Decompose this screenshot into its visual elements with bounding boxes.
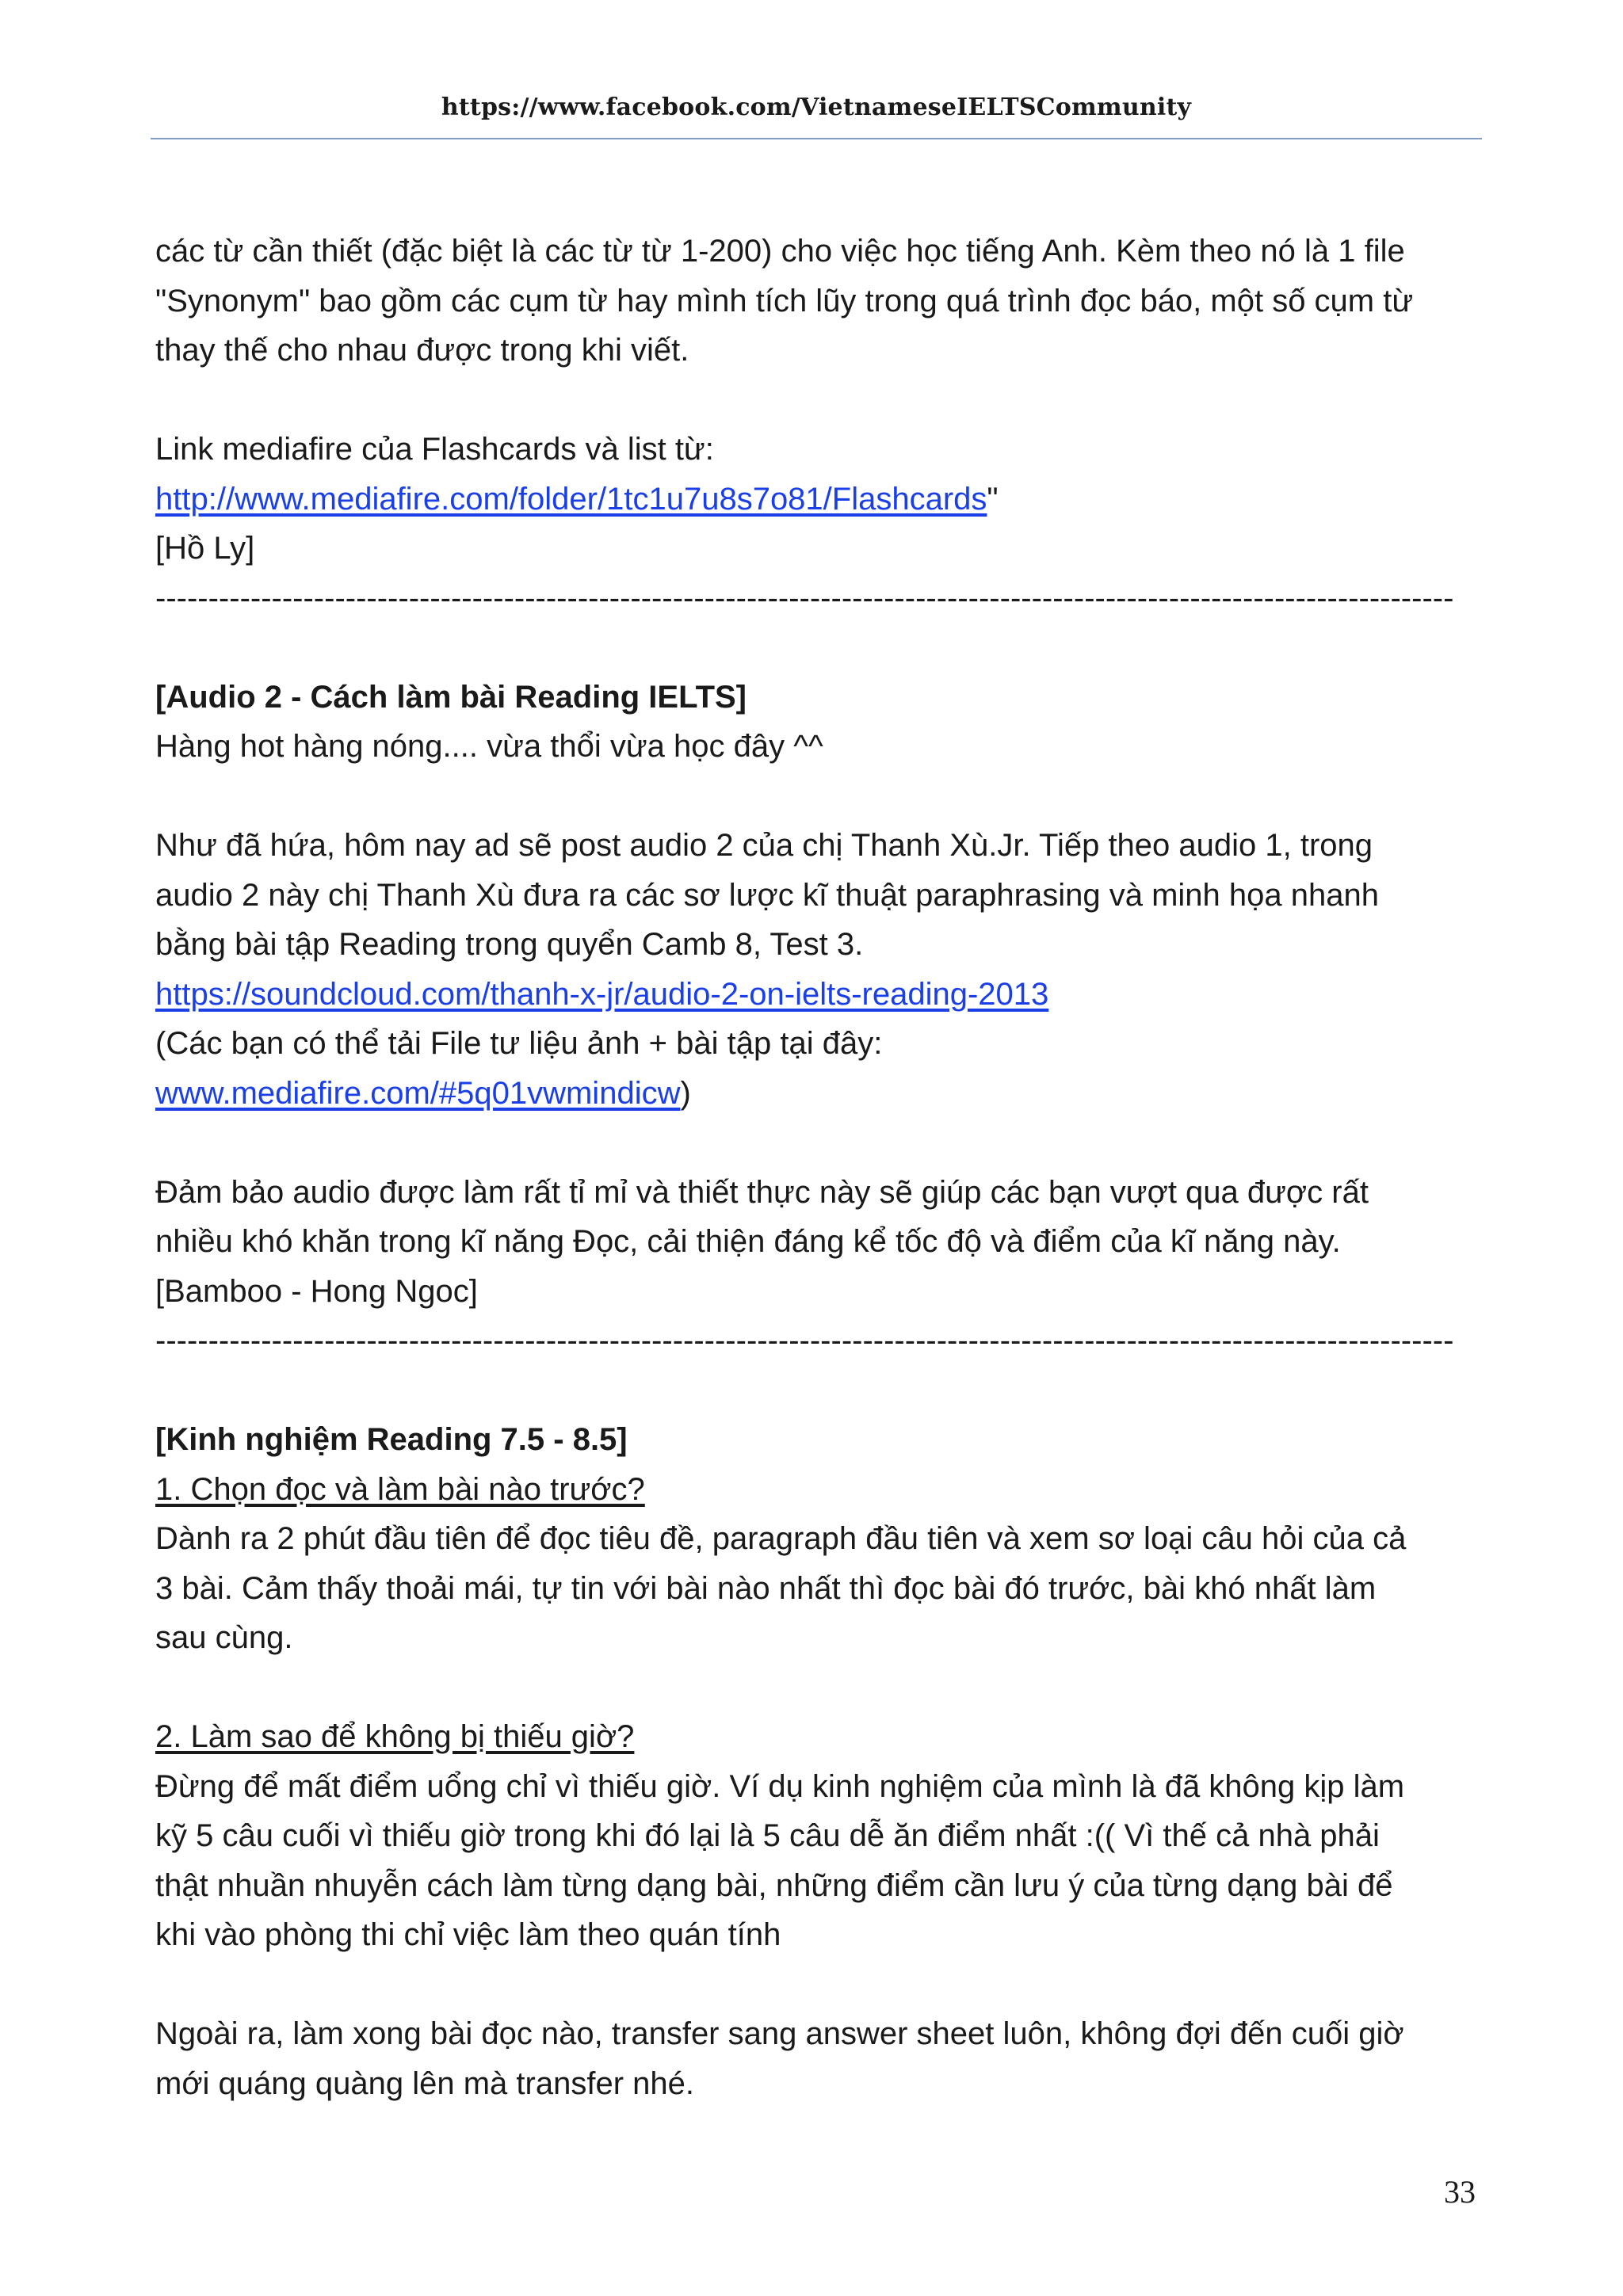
audio2-tagline: Hàng hot hàng nóng.... vừa thổi vừa học đây ^^: [155, 729, 823, 764]
intro-signature: [Hồ Ly]: [155, 531, 255, 566]
flashcards-link-label: Link mediafire của Flashcards và list từ:: [155, 432, 714, 467]
section-separator-1: ---------------------------------------------------------------------------------------------------------------------------: [155, 580, 1454, 616]
audio2-download-note: (Các bạn có thể tải File tư liệu ảnh + bài tập tại đây:: [155, 1026, 883, 1061]
reading-q2-line-1: Đừng để mất điểm uổng chỉ vì thiếu giờ. Ví dụ kinh nghiệm của mình là đã không kịp làm: [155, 1768, 1405, 1804]
header-divider: [151, 138, 1482, 139]
spacer: [155, 1663, 1487, 1713]
intro-line-3: thay thế cho nhau được trong khi viết.: [155, 333, 689, 368]
reading-q1-line-2: 3 bài. Cảm thấy thoải mái, tự tin với bài nào nhất thì đọc bài đó trước, bài khó nhất làm: [155, 1570, 1377, 1606]
spacer: [155, 772, 1487, 822]
audio2-para1-line-3: bằng bài tập Reading trong quyển Camb 8, Test 3.: [155, 927, 864, 962]
reading-title: [Kinh nghiệm Reading 7.5 - 8.5]: [155, 1422, 628, 1457]
section-separator-2: ---------------------------------------------------------------------------------------------------------------------------: [155, 1323, 1454, 1358]
reading-q2-line-3: thật nhuần nhuyễn cách làm từng dạng bài, những điểm cần lưu ý của từng dạng bài để: [155, 1867, 1393, 1903]
reading-q1-heading: 1. Chọn đọc và làm bài nào trước?: [155, 1471, 645, 1507]
spacer: [155, 376, 1487, 425]
audio2-para1-line-2: audio 2 này chị Thanh Xù đưa ra các sơ lược kĩ thuật paraphrasing và minh họa nhanh: [155, 877, 1379, 913]
flashcards-link-line: [155, 475, 1487, 524]
reading-q2-line-2: kỹ 5 câu cuối vì thiếu giờ trong khi đó lại là 5 câu dễ ăn điểm nhất :(( Vì thế cả nhà phải: [155, 1818, 1380, 1853]
spacer: [155, 1960, 1487, 2010]
flashcards-link-suffix: ": [987, 481, 999, 517]
intro-line-1: các từ cần thiết (đặc biệt là các từ từ 1-200) cho việc học tiếng Anh. Kèm theo nó là 1 file: [155, 234, 1405, 269]
spacer: [155, 1366, 1487, 1416]
reading-extra-line-1: Ngoài ra, làm xong bài đọc nào, transfer sang answer sheet luôn, không đợi đến cuối giờ: [155, 2016, 1404, 2051]
flashcards-link[interactable]: http://www.mediafire.com/folder/1tc1u7u8s7o81/Flashcards: [155, 481, 987, 517]
page-header-url: https://www.facebook.com/VietnameseIELTSCommunity: [441, 93, 1192, 121]
spacer: [155, 623, 1487, 673]
reading-q1-line-1: Dành ra 2 phút đầu tiên để đọc tiêu đề, paragraph đầu tiên và xem sơ loại câu hỏi của cả: [155, 1521, 1407, 1556]
reading-q2-line-4: khi vào phòng thi chỉ việc làm theo quán tính: [155, 1917, 781, 1952]
document-body: [155, 227, 1487, 2108]
mediafire-link-line: [155, 1069, 1487, 1119]
reading-q1-heading-line: [155, 1465, 1487, 1515]
audio2-title: [Audio 2 - Cách làm bài Reading IELTS]: [155, 679, 747, 715]
page-number: 33: [1444, 2174, 1476, 2210]
audio2-para2-line-1: Đảm bảo audio được làm rất tỉ mỉ và thiết thực này sẽ giúp các bạn vượt qua được rất: [155, 1174, 1369, 1210]
audio2-para2-line-2: nhiều khó khăn trong kĩ năng Đọc, cải thiện đáng kể tốc độ và điểm của kĩ năng này.: [155, 1224, 1341, 1259]
reading-q2-heading-line: [155, 1712, 1487, 1762]
reading-q2-heading: 2. Làm sao để không bị thiếu giờ?: [155, 1719, 635, 1754]
reading-extra-line-2: mới quáng quàng lên mà transfer nhé.: [155, 2065, 694, 2101]
spacer: [155, 1118, 1487, 1168]
intro-line-2: "Synonym" bao gồm các cụm từ hay mình tích lũy trong quá trình đọc báo, một số cụm từ: [155, 283, 1414, 318]
audio2-signature: [Bamboo - Hong Ngoc]: [155, 1273, 478, 1309]
soundcloud-link[interactable]: https://soundcloud.com/thanh-x-jr/audio-2-on-ielts-reading-2013: [155, 976, 1049, 1012]
audio2-para1-line-1: Như đã hứa, hôm nay ad sẽ post audio 2 của chị Thanh Xù.Jr. Tiếp theo audio 1, trong: [155, 828, 1373, 863]
soundcloud-link-line: [155, 970, 1487, 1020]
reading-q1-line-3: sau cùng.: [155, 1620, 293, 1655]
mediafire-link-suffix: ): [680, 1075, 691, 1111]
mediafire-link[interactable]: www.mediafire.com/#5q01vwmindicw: [155, 1075, 681, 1111]
